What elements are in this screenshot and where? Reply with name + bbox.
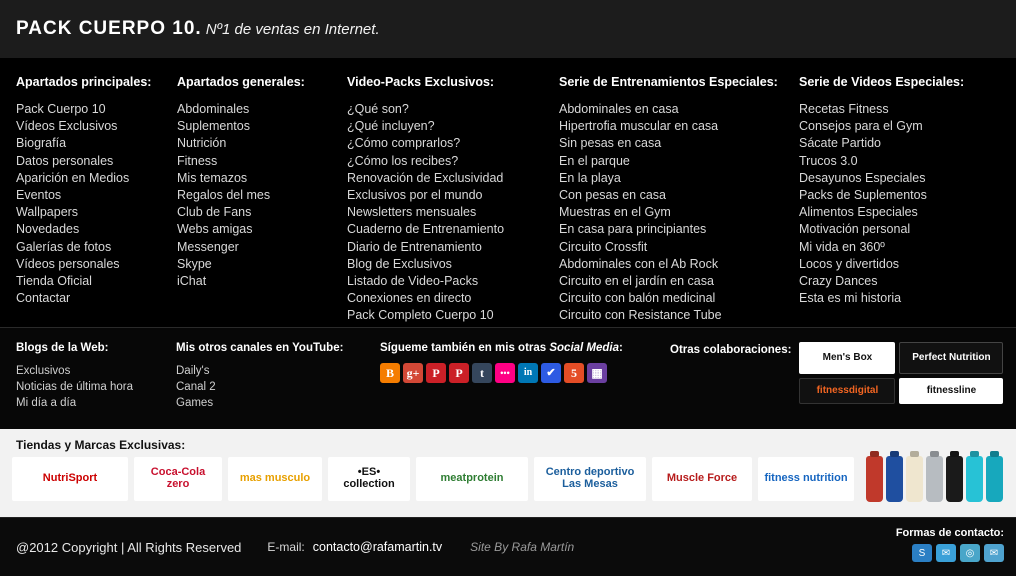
blogs-list (16, 363, 168, 411)
bottle-black[interactable] (946, 456, 963, 502)
list-item[interactable]: En casa para principiantes (559, 222, 707, 237)
list-item[interactable]: Consejos para el Gym (799, 119, 923, 134)
column-apartados-generales (177, 75, 347, 327)
fitnessdigital-logo[interactable]: fitnessdigital (799, 378, 895, 404)
copyright-text: @2012 Copyright | All Rights Reserved (16, 539, 242, 555)
list-item[interactable]: Vídeos Exclusivos (16, 119, 118, 134)
youtube-section (168, 328, 380, 429)
column-video-packs-exclusivos (347, 75, 559, 327)
bottle-cream[interactable] (906, 456, 923, 502)
tumblr-icon[interactable]: t (472, 363, 492, 383)
list-item[interactable]: ¿Qué incluyen? (347, 119, 435, 134)
column-title: Serie de Entrenamientos Especiales: (559, 75, 778, 89)
list-item[interactable]: Wallpapers (16, 205, 79, 220)
list-item[interactable]: Novedades (16, 222, 80, 237)
list-item[interactable]: Packs de Suplementos (799, 188, 927, 203)
tiendas-section (0, 429, 1016, 517)
skype-icon[interactable]: S (912, 544, 932, 562)
list-item[interactable]: Blog de Exclusivos (347, 256, 452, 271)
pinterest-alt-icon[interactable]: P (449, 363, 469, 383)
list-item[interactable]: En el parque (559, 153, 630, 168)
list-item[interactable]: Pack Completo Cuerpo 10 (347, 308, 494, 323)
link-list (799, 101, 991, 307)
social-media-section (380, 328, 670, 429)
bottle-blue[interactable] (886, 456, 903, 502)
sitemap-columns (0, 59, 1016, 327)
list-item[interactable]: Exclusivos (16, 365, 71, 377)
column-videos-especiales (799, 75, 999, 327)
list-item[interactable]: Contactar (16, 291, 71, 306)
masmusculo-logo[interactable]: mas musculo (228, 457, 322, 501)
messenger-icon[interactable]: ✉ (936, 544, 956, 562)
list-item[interactable]: Newsletters mensuales (347, 205, 477, 220)
brand-logo-row (0, 452, 1016, 502)
list-item[interactable]: En la playa (559, 170, 621, 185)
bottle-product-row (866, 456, 1003, 502)
mens-box-logo[interactable]: Men's Box (799, 342, 895, 374)
blogs-section (0, 328, 168, 429)
muscle-force-logo[interactable]: Muscle Force (652, 457, 752, 501)
list-item[interactable]: ¿Cómo los recibes? (347, 153, 459, 168)
column-title: Apartados principales: (16, 75, 152, 89)
bottle-red[interactable] (866, 456, 883, 502)
foursquare-icon[interactable]: ✔ (541, 363, 561, 383)
social-title (380, 342, 670, 354)
contact-icon-row (896, 544, 1004, 562)
site-tagline: Nº1 de ventas en Internet. (205, 20, 380, 38)
list-item[interactable]: Eventos (16, 188, 62, 203)
list-item[interactable]: Exclusivos por el mundo (347, 188, 483, 203)
contact-methods-title: Formas de contacto: (895, 527, 1004, 539)
nutrisport-logo[interactable]: NutriSport (12, 457, 128, 501)
meatprotein-logo[interactable]: meatprotein (416, 457, 528, 501)
tiendas-title: Tiendas y Marcas Exclusivas: (16, 438, 186, 452)
list-item[interactable]: Biografía (16, 136, 67, 151)
pinterest-icon[interactable]: P (426, 363, 446, 383)
social-title-emphasis: Social Media (549, 342, 620, 354)
list-item[interactable]: Noticias de última hora (16, 381, 133, 393)
collaborations-section (670, 328, 1016, 429)
list-item[interactable]: Listado de Video-Packs (347, 274, 479, 289)
link-list (559, 101, 791, 342)
list-item[interactable]: Abdominales (177, 102, 250, 116)
contact-methods (896, 527, 1004, 562)
collaboration-logos (799, 342, 1006, 429)
grid-icon[interactable]: ▦ (587, 363, 607, 383)
email-label: E-mail: (267, 540, 305, 554)
list-item[interactable]: Circuito en el jardín en casa (559, 274, 714, 289)
list-item[interactable]: Conexiones en directo (347, 291, 472, 306)
list-item[interactable]: Sin pesas en casa (559, 136, 662, 151)
list-item[interactable]: Canal 2 (176, 381, 216, 393)
list-item[interactable]: Abdominales con el Ab Rock (559, 256, 719, 271)
bottle-grey[interactable] (926, 456, 943, 502)
list-item[interactable]: Con pesas en casa (559, 188, 667, 203)
list-item[interactable]: Vídeos personales (16, 256, 120, 271)
social-title-post: : (619, 342, 623, 354)
list-item[interactable]: Trucos 3.0 (799, 153, 858, 168)
list-item[interactable]: Daily's (176, 365, 210, 377)
column-title: Video-Packs Exclusivos: (347, 75, 495, 89)
list-item[interactable]: Diario de Entrenamiento (347, 239, 482, 254)
blogs-title: Blogs de la Web: (16, 342, 109, 354)
list-item[interactable]: Club de Fans (177, 205, 252, 220)
list-item[interactable]: Recetas Fitness (799, 102, 889, 116)
list-item[interactable]: Desayunos Especiales (799, 170, 926, 185)
list-item[interactable]: Mi vida en 360º (799, 239, 885, 254)
site-footer (0, 517, 1016, 576)
bottle-cyan[interactable] (966, 456, 983, 502)
social-icon-row (380, 363, 670, 383)
social-title-pre: Sígueme también en mis otras (380, 342, 550, 354)
link-list (347, 101, 551, 325)
html5-icon[interactable]: 5 (564, 363, 584, 383)
blogger-icon[interactable]: B (380, 363, 400, 383)
es-collection-logo[interactable]: •ES• collection (328, 457, 410, 501)
perfect-nutrition-logo[interactable]: Perfect Nutrition (899, 342, 1003, 374)
list-item[interactable]: Hipertrofia muscular en casa (559, 119, 719, 134)
list-item[interactable]: iChat (177, 274, 207, 289)
list-item[interactable]: Games (176, 397, 214, 409)
list-item[interactable]: Sácate Partido (799, 136, 881, 151)
ichat-icon[interactable]: ◎ (960, 544, 980, 562)
list-item[interactable]: Regalos del mes (177, 188, 271, 203)
link-list (177, 101, 339, 290)
list-item[interactable]: Tienda Oficial (16, 274, 92, 289)
list-item[interactable]: Circuito con balón medicinal (559, 291, 716, 306)
column-title: Serie de Videos Especiales: (799, 75, 965, 89)
list-item[interactable]: Circuito Crossfit (559, 239, 648, 254)
list-item[interactable]: ¿Cómo comprarlos? (347, 136, 461, 151)
column-entrenamientos-especiales (559, 75, 799, 327)
list-item[interactable]: Renovación de Exclusividad (347, 170, 504, 185)
contact-email-link[interactable]: contacto@rafamartin.tv (312, 540, 443, 554)
fitness-nutrition-logo[interactable]: fitness nutrition (758, 457, 854, 501)
list-item[interactable]: Mi día a día (16, 397, 77, 409)
link-list (16, 101, 169, 307)
list-item[interactable]: Suplementos (177, 119, 250, 134)
collaborations-title: Otras colaboraciones: (670, 344, 792, 356)
list-item[interactable]: Skype (177, 256, 212, 271)
list-item[interactable]: Alimentos Especiales (799, 205, 918, 220)
list-item[interactable]: Locos y divertidos (799, 256, 900, 271)
list-item[interactable]: Webs amigas (177, 222, 253, 237)
site-brand: PACK CUERPO 10. (16, 18, 202, 39)
site-header (0, 0, 1016, 59)
list-item[interactable]: Crazy Dances (799, 274, 878, 289)
site-by-text: Site By Rafa Martín (470, 540, 575, 554)
bottle-teal[interactable] (986, 456, 1003, 502)
list-item[interactable]: Cuaderno de Entrenamiento (347, 222, 505, 237)
list-item[interactable]: Datos personales (16, 153, 114, 168)
youtube-title: Mis otros canales en YouTube: (176, 342, 344, 354)
column-apartados-principales (0, 75, 177, 327)
list-item[interactable]: Esta es mi historia (799, 291, 902, 306)
list-item[interactable]: Fitness (177, 153, 218, 168)
cocacola-zero-logo[interactable]: Coca-Cola zero (134, 457, 222, 501)
list-item[interactable]: Aparición en Medios (16, 170, 130, 185)
list-item[interactable]: Nutrición (177, 136, 227, 151)
las-mesas-logo[interactable]: Centro deportivo Las Mesas (534, 457, 646, 501)
list-item[interactable]: Motivación personal (799, 222, 911, 237)
secondary-strip (0, 327, 1016, 429)
list-item[interactable]: Messenger (177, 239, 239, 254)
list-item[interactable]: Galerías de fotos (16, 239, 112, 254)
list-item[interactable]: ¿Qué son? (347, 102, 409, 116)
list-item[interactable]: Muestras en el Gym (559, 205, 671, 220)
list-item[interactable]: Pack Cuerpo 10 (16, 102, 106, 116)
youtube-list (176, 363, 380, 411)
list-item[interactable]: Abdominales en casa (559, 102, 679, 116)
list-item[interactable]: Circuito con Resistance Tube (559, 308, 722, 323)
list-item[interactable]: Mis temazos (177, 170, 248, 185)
linkedin-icon[interactable]: in (518, 363, 538, 383)
fitnessline-logo[interactable]: fitnessline (899, 378, 1003, 404)
mail-icon[interactable]: ✉ (984, 544, 1004, 562)
googleplus-icon[interactable]: g+ (403, 363, 423, 383)
column-title: Apartados generales: (177, 75, 305, 89)
flickr-icon[interactable]: ••• (495, 363, 515, 383)
